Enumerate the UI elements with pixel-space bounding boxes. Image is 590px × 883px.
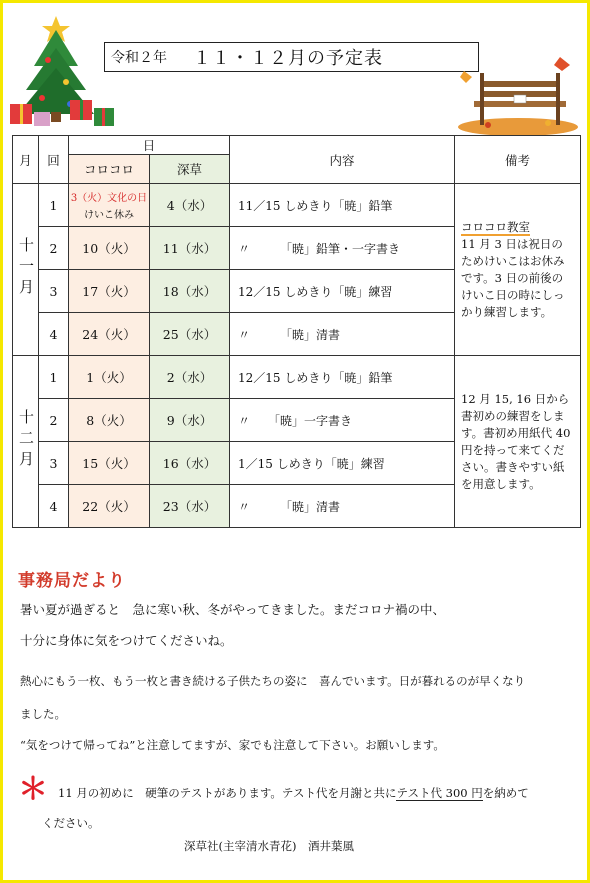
korokoro-cell: 8（火） [69, 399, 150, 442]
col-header-fukakusa: 深草 [150, 155, 230, 184]
korokoro-cell: 24（火） [69, 313, 150, 356]
fukakusa-cell: 16（水） [150, 442, 230, 485]
korokoro-cell: 10（火） [69, 227, 150, 270]
kai-cell: 1 [39, 356, 69, 399]
news-note [58, 784, 529, 802]
news-line-1: 暑い夏が過ぎると 急に寒い秋、冬がやってきました。まだコロナ禍の中、 [20, 602, 446, 617]
naiyo-cell: 11／15 しめきり「暁」鉛筆 [230, 184, 455, 227]
asterisk-mark: ＊ [18, 772, 48, 807]
kai-cell: 3 [39, 442, 69, 485]
note-fee: テスト代 300 円 [396, 786, 483, 800]
month-cell-nov: 十一月 [13, 184, 39, 356]
autumn-bench-illustration [458, 55, 580, 135]
col-header-korokoro: コロコロ [69, 155, 150, 184]
news-line-4: ました。 [20, 707, 66, 721]
month-cell-dec: 十二月 [13, 356, 39, 528]
naiyo-cell: 〃 「暁」清書 [230, 313, 455, 356]
kai-cell: 3 [39, 270, 69, 313]
korokoro-cell: 15（火） [69, 442, 150, 485]
bikou-heading: コロコロ教室 [461, 219, 531, 234]
bikou-cell-nov [455, 184, 581, 356]
news-note-end: ください。 [42, 816, 100, 830]
holiday-label: 3（火）文化の日 [70, 193, 148, 204]
fukakusa-cell: 4（水） [150, 184, 230, 227]
news-line-3: 熱心にもう一枚、もう一枚と書き続ける子供たちの姿に 喜んでいます。日が暮れるのが早くなり [20, 674, 526, 688]
col-header-kai: 回 [39, 136, 69, 184]
col-header-bikou: 備考 [455, 136, 581, 184]
naiyo-cell: 〃 「暁」一字書き [230, 399, 455, 442]
news-line-5: “気をつけて帰ってね”と注意してますが、家でも注意して下さい。お願いします。 [20, 738, 445, 752]
note-text-c: を納めて [482, 786, 529, 800]
schedule-table [12, 135, 581, 528]
korokoro-cell [69, 184, 150, 227]
fukakusa-cell: 23（水） [150, 485, 230, 528]
fukakusa-cell: 9（水） [150, 399, 230, 442]
table-row [13, 356, 581, 399]
news-line-2: 十分に身体に気をつけてくださいね。 [20, 633, 233, 648]
naiyo-cell: 12／15 しめきり「暁」練習 [230, 270, 455, 313]
col-header-month: 月 [13, 136, 39, 184]
title-era: 令和２年 [111, 50, 167, 66]
fukakusa-cell: 2（水） [150, 356, 230, 399]
kai-cell: 2 [39, 399, 69, 442]
bikou-text: 11 月 3 日は祝日のためけいこはお休みです。3 日の前後のけいこ日の時にしっかり練習します。 [461, 236, 565, 319]
fukakusa-cell: 25（水） [150, 313, 230, 356]
naiyo-cell: 〃 「暁」鉛筆・一字書き [230, 227, 455, 270]
table-row [13, 184, 581, 227]
kai-cell: 4 [39, 485, 69, 528]
kai-cell: 2 [39, 227, 69, 270]
page-title [104, 42, 479, 72]
korokoro-cell: 22（火） [69, 485, 150, 528]
signature: 深草社(主宰清水青花) 酒井葉風 [184, 839, 354, 853]
kai-cell: 4 [39, 313, 69, 356]
korokoro-cell: 1（火） [69, 356, 150, 399]
naiyo-cell: 1／15 しめきり「暁」練習 [230, 442, 455, 485]
korokoro-cell: 17（火） [69, 270, 150, 313]
fukakusa-cell: 18（水） [150, 270, 230, 313]
fukakusa-cell: 11（水） [150, 227, 230, 270]
col-header-day: 日 [69, 136, 230, 155]
bikou-cell-dec: 12 月 15, 16 日から書初めの練習をします。書初め用紙代 40 円を持って来てください。書きやすい紙を用意します。 [455, 356, 581, 528]
col-header-naiyo: 内容 [230, 136, 455, 184]
naiyo-cell: 〃 「暁」清書 [230, 485, 455, 528]
holiday-sub: けいこ休み [84, 210, 134, 221]
news-title: 事務局だより [18, 571, 126, 591]
naiyo-cell: 12／15 しめきり「暁」鉛筆 [230, 356, 455, 399]
kai-cell: 1 [39, 184, 69, 227]
title-main: １１・１２月の予定表 [193, 48, 383, 69]
note-text-a: 11 月の初めに 硬筆のテストがあります。テスト代を月謝と共に [58, 786, 397, 800]
